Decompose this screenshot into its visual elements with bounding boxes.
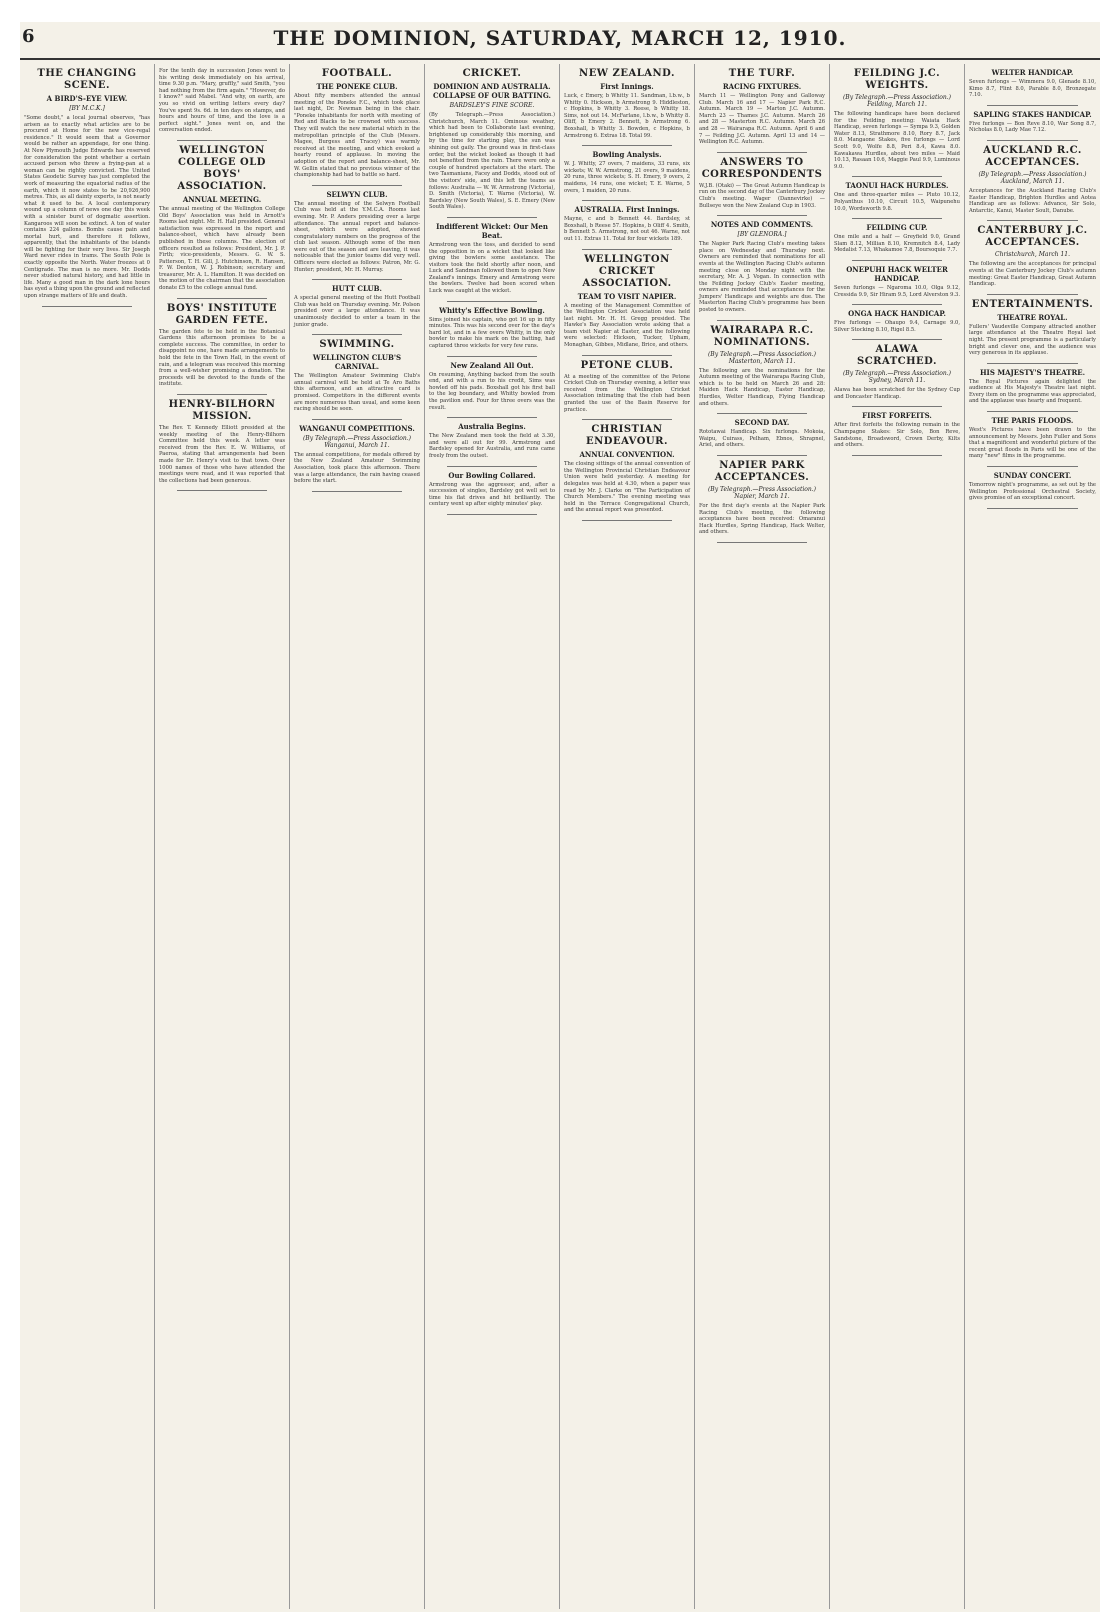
article (969, 471, 1096, 502)
article (564, 150, 690, 194)
section-divider (987, 140, 1078, 141)
article-subheading: THEATRE ROYAL. (997, 312, 1068, 322)
section-divider (987, 105, 1078, 106)
article-subheading: First Innings. (600, 82, 654, 91)
article-byline: Christchurch, March 11. (995, 251, 1070, 259)
article-body: West's Pictures have been drawn to the announcement by Messrs. John Fuller and Sons that a magnificent and wonderful picture of the recent great floods in Paris will be one of the many "new" films in the programme. (969, 427, 1096, 460)
section-divider (582, 249, 672, 250)
column-2 (155, 64, 290, 1609)
article-subheading: WELTER HANDICAP. (991, 68, 1074, 77)
article-body: One and three-quarter miles — Pluto 10.12, Polyanthus 10.10, Circuit 10.5, Waipunehu 10.0, Wordsworth 9.8. (834, 192, 960, 212)
article-subheading: TEAM TO VISIT NAPIER. (577, 291, 677, 301)
section-divider (447, 356, 537, 357)
article-body: Seven furlongs — Ngaroma 10.0, Olga 9.12, Cressida 9.9, Sir Hiram 9.5, Lord Alverston 9.3. (834, 284, 960, 298)
article-body: The Napier Park Racing Club's meeting takes place on Wednesday and Thursday next. Owners are reminded that nominations for all events at the Wellington Racing Club's autumn meeting close on Monday night with the secretary, Mr. A. J. Vogan. In connection with the Feilding Jockey Club's Easter meeting, owners are reminded that acceptances for the Jumpers' Handicaps and weights are due. The Masterton Racing Club's programme has been posted to owners. (699, 241, 825, 314)
article-heading: FEILDING J.C. WEIGHTS. (853, 68, 941, 91)
article-subheading: ANNUAL MEETING. (182, 194, 262, 204)
section-divider (987, 220, 1078, 221)
column-area (20, 64, 1100, 1609)
section-divider (447, 514, 537, 515)
article (969, 416, 1096, 460)
article-subheading: THE PONEKE CLUB. (316, 82, 398, 91)
section-divider (177, 394, 267, 395)
column-3 (290, 64, 425, 1609)
section-divider (177, 140, 267, 141)
article (699, 325, 825, 408)
article (969, 145, 1096, 214)
article-heading: AUCKLAND R.C. ACCEPTANCES. (983, 144, 1082, 168)
article-body: For the tenth day in succession Jones went to his writing desk immediately on his arrival, time 9.30 p.m. "Mary, gruffly," said Smith, "you had nothing from the firm again." "However, do I know?" said Mabel. "And why, on earth, are you so vivid on writing letters every day? You've spent 9s. 6d. in ten days on stamps, and hours and hours of time, and the love is a perfect sight." Jones went on, and the conversation ended. (159, 68, 285, 134)
article-body: Sims joined his captain, who got 16 up in fifty minutes. This was his second over for the day's hard lot, and in a few overs Whitty, in the only bowler to make his mark on the batting, had captured three wickets for very few runs. (429, 316, 555, 350)
article (564, 360, 690, 414)
article (294, 284, 420, 328)
article-subheading: TAONUI HACK HURDLES. (845, 181, 949, 191)
article-body: Luck, c Emery, b Whitty 11. Sandman, l.b.w., b Whitty 0. Hickson, b Armstrong 9. Hiddleston, c Hopkins, b Whitty 3. Reese, b Whitty 18. Sims, not out 14. McFarlane, l.b.w., b Whitty 8. Oliff, b Emery 2. Bennett, b Armstrong 6. Boxshall, b Whitty 3. Bowden, c Hopkins, b Armstrong 6. Extras 18. Total 99. (564, 93, 690, 139)
article (834, 265, 960, 298)
section-divider (582, 145, 672, 146)
section-divider (852, 176, 942, 177)
section-divider (717, 152, 807, 153)
article-body: The New Zealand men took the field at 3.30, and were all out for 99. Armstrong and Bardsley opened for Australia, and runs came freely from the outset. (429, 433, 555, 459)
section-divider (717, 215, 807, 216)
article-byline: [BY M.C.K.] (69, 105, 105, 112)
article (159, 399, 285, 484)
article-subheading: THE PARIS FLOODS. (991, 416, 1074, 426)
article-body: The annual competitions, for medals offered by the New Zealand Amateur Swimming Association, took place this afternoon. There was a large attendance, the rain having ceased before the start. (294, 451, 420, 485)
article (294, 68, 420, 179)
article-subheading: RACING FIXTURES. (722, 82, 802, 91)
article-subheading: ONEPUHI HACK WELTER HANDICAP. (846, 264, 948, 283)
section-divider (582, 355, 672, 356)
masthead (20, 22, 1100, 60)
page-number: 6 (22, 26, 35, 47)
article-subheading: Our Bowling Collared. (448, 470, 536, 480)
section-divider (852, 339, 942, 340)
section-divider (312, 491, 402, 492)
article-heading: FOOTBALL. (321, 68, 393, 79)
article (834, 223, 960, 254)
article (159, 303, 285, 388)
article-heading: CRICKET. (462, 68, 522, 79)
section-divider (852, 455, 942, 456)
column-8 (965, 64, 1100, 1609)
article-body: Five furlongs — Bon Reve 8.10, War Song 8.7, Nicholas 8.0, Lady Mae 7.12. (969, 120, 1096, 134)
article-subheading: HUTT CLUB. (332, 284, 382, 294)
article-body: The Royal Pictures again delighted the audience at His Majesty's Theatre last night. Every item on the programme was appreciated, and the applause was hearty and frequent. (969, 378, 1096, 405)
article-subheading: New Zealand All Out. (450, 360, 534, 370)
article-byline: (By Telegraph.—Press Association.) Wanganui, March 11. (302, 434, 412, 449)
article (564, 254, 690, 349)
article-body: The closing sittings of the annual convention of the Wellington Provincial Christian Endeavour Union were held yesterday. A meeting for delegates was held at 4.30, when a paper was read by Mr. J. Clarke on "The Participation of Church Members." The evening meeting was held in the Terrace Congregational Church, and the annual report was presented. (564, 461, 690, 514)
newspaper-title: THE DOMINION, SATURDAY, MARCH 12, 1910. (273, 26, 847, 50)
article (969, 110, 1096, 134)
section-divider (852, 260, 942, 261)
article (834, 344, 960, 400)
article-body: The Wellington Amateur Swimming Club's annual carnival will be held at Te Aro Baths this afternoon, and an attractive card is promised. Competitors in the different events are more numerous than usual, and some keen racing should be seen. (294, 373, 420, 413)
article (429, 471, 555, 508)
article-subheading: ONGA HACK HANDICAP. (848, 309, 946, 319)
article-body: Mayne, c and b Bennett 44. Bardsley, st Boxshall, b Reese 57. Hopkins, b Oliff 4. Smith, b Bennett 5. Armstrong, not out 46. Warne, not out 11. Extras 11. Total for four wickets 189. (564, 216, 690, 242)
article (564, 424, 690, 514)
section-divider (852, 406, 942, 407)
article (159, 68, 285, 134)
article-subheading: Australia Begins. (458, 422, 526, 432)
column-7 (830, 64, 965, 1609)
article (699, 157, 825, 209)
article-subheading: DOMINION AND AUSTRALIA. COLLAPSE OF OUR BATTING. (433, 82, 551, 100)
article-byline: (By Telegraph.—Press Association.) Auckland, March 11. (978, 170, 1087, 185)
article-heading: WAIRARAPA R.C. NOMINATIONS. (710, 324, 814, 348)
article-body: At a meeting of the committee of the Petone Cricket Club on Thursday evening, a letter was received from the Wellington Cricket Association intimating that the club had been granted the use of the Basin Reserve for practice. (564, 373, 690, 413)
article-body: The annual meeting of the Selwyn Football Club was held at the Y.M.C.A. Rooms last evening. Mr. P. Anders presiding over a large attendance. The annual report and balance-sheet, which were adopted, showed congratulatory numbers on the progress of the club last season. Although some of the men were out of the season and are leaving, it was noticeable that the junior teams did very well. Officers were elected as follows: Patron, Mr. G. Hunter; president, Mr. H. Murray. (294, 200, 420, 273)
article-body: A special general meeting of the Hutt Football Club was held on Thursday evening. Mr. Polson presided over a large attendance. It was unanimously decided to enter a team in the junior grade. (294, 295, 420, 328)
article-body: On resuming, Anything backed from the south end, and with a run to his credit, Sims was howled off his pads. Boxshall got his first ball to the leg boundary, and Whitty bowled from the pavilion end. Four for three overs was the result. (429, 371, 555, 411)
section-divider (852, 304, 942, 305)
section-divider (42, 306, 132, 307)
article-subheading: FIRST FORFEITS. (862, 411, 932, 421)
article-heading: THE CHANGING SCENE. (37, 68, 137, 91)
article-body: March 11 — Wellington Pony and Galloway Club. March 16 and 17 — Napier Park R.C. Autumn. March 19 — Marton J.C. Autumn. March 23 — Thames J.C. Autumn. March 26 and 28 — Masterton R.C. Autumn. March 26 and 28 — Wairarapa R.C. Autumn. April 6 and 7 — Feilding J.C. Autumn. April 13 and 14 — Wellington R.C. Autumn. (699, 93, 825, 146)
article-body: Fullers' Vaudeville Company attracted another large attendance at the Theatre Royal last night. The present programme is a particularly bright and clever one, and the audience was very generous in its applause. (969, 323, 1096, 357)
article-heading: CHRISTIAN ENDEAVOUR. (586, 424, 668, 448)
section-divider (717, 455, 807, 456)
article-body: The following are the nominations for the Autumn meeting of the Wairarapa Racing Club, which is to be held on March 26 and 28: Maiden Hack Handicap, Easter Handicap, Hurdles, Welter Handicap, Flying Handicap and others. (699, 367, 825, 407)
article-subheading: Bowling Analysis. (592, 150, 662, 160)
article-heading: HENRY-BILHORN MISSION. (168, 399, 276, 422)
section-divider (312, 279, 402, 280)
article (159, 145, 285, 292)
section-divider (447, 301, 537, 302)
article (834, 411, 960, 448)
article-body: Armstrong was the aggressor, and, after a succession of singles, Bardsley got well set to time his flat drives and hit brilliantly. The century went up after eighty minutes' play. (429, 481, 555, 508)
article-body: After first forfeits the following remain in the Champagne Stakes: Sir Solo, Bon Reve, Sandstone, Broadsword, Crown Derby, Kilts and others. (834, 422, 960, 449)
section-divider (312, 185, 402, 186)
section-divider (582, 520, 672, 521)
article-heading: ALAWA SCRATCHED. (857, 344, 937, 368)
article-heading: BOYS' INSTITUTE GARDEN FETE. (166, 302, 278, 326)
section-divider (582, 419, 672, 420)
article (294, 339, 420, 413)
article-byline: [BY GLENORA.] (737, 231, 787, 239)
article-heading: THE TURF. (728, 68, 796, 79)
column-4 (425, 64, 560, 1609)
article-body: The garden fete to be held in the Botanical Gardens this afternoon promises to be a complete success. The committee, in order to disappoint no one, have made arrangements to hold the fete in the Town Hall, in the event of rain, and a telegram was received this morning from a well-wisher promising a donation. The proceeds will be devoted to the funds of the institute. (159, 328, 285, 388)
article-byline: (By Telegraph.—Press Association.) Masterton, March 11. (707, 350, 817, 365)
article-subheading: NOTES AND COMMENTS. (710, 220, 814, 230)
article (699, 460, 825, 536)
section-divider (582, 200, 672, 201)
article (294, 190, 420, 274)
section-divider (987, 466, 1078, 467)
section-divider (717, 320, 807, 321)
article-body: The Rev. T. Kennedy Elliott presided at the weekly meeting of the Henry-Bilhorn Committee held this week. A letter was received from the Rev. E. W. Williams, of Paeroa, stating that arrangements had been made for Dr. Henry's visit to that town. Over 1000 names of those who have attended the meetings were read, and it was reported that the collections had been generous. (159, 425, 285, 484)
article (699, 68, 825, 146)
article-subheading: SECOND DAY. (734, 418, 790, 428)
article-body: Five furlongs — Ohaupo 9.4, Carnage 9.0, Silver Stocking 8.10, Rigel 8.5. (834, 320, 960, 333)
section-divider (447, 466, 537, 467)
section-divider (717, 542, 807, 543)
newspaper-page (20, 22, 1100, 1612)
article-body: Rototawai Handicap. Six furlongs. Mokoia, Waipu, Cuirass, Pelham, Ebnos, Shrapnel, Ariel, and others. (699, 429, 825, 449)
article (429, 68, 555, 211)
article-heading: WELLINGTON COLLEGE OLD BOYS' ASSOCIATION. (177, 144, 267, 192)
article (429, 306, 555, 350)
article-heading: CANTERBURY J.C. ACCEPTANCES. (977, 225, 1088, 249)
article-body: Alawa has been scratched for the Sydney Cup and Doncaster Handicap. (834, 387, 960, 400)
article-subheading: FEILDING CUP. (866, 223, 928, 233)
article-subheading: AUSTRALIA. First Innings. (574, 205, 680, 215)
article (969, 368, 1096, 405)
article-byline: (By Telegraph.—Press Association.) Napier, March 11. (707, 486, 817, 500)
article-body: W. J. Whitty, 27 overs, 7 maidens, 33 runs, six wickets; W. W. Armstrong, 21 overs, 9 maidens, 20 runs, three wickets; S. H. Emery, 9 overs, 2 maidens, 14 runs, one wicket; T. E. Warne, 5 overs, 1 maiden, 20 runs. (564, 161, 690, 194)
article (969, 225, 1096, 287)
section-divider (987, 363, 1078, 364)
article (429, 422, 555, 459)
article-body: Armstrong won the toss, and decided to send the opposition in on a wicket that looked like giving the bowlers some assistance. The visitors took the field shortly after noon, and Luck and Sandman followed them to open New Zealand's innings. Emery and Armstrong were the bowlers. Twelve had been scored when Luck was caught at the wicket. (429, 241, 555, 295)
article (24, 68, 150, 300)
article (834, 68, 960, 170)
article-body: The following handicaps have been declared for the Feilding meeting: Waiata Hack Handicap, seven furlongs — Sympa 9.3, Golden Water 8.13, Strathmore 8.10, Rory 8.7, Jack 8.0. Mangaone Stakes, five furlongs — Lord Scott 9.0, Wolfe 8.8, Peri 8.4, Kawa 8.0. Kawakawa Hurdles, about two miles — Maid 10.13, Rasaan 10.6, Maggie Paul 9.9, Luminous 9.0. (834, 111, 960, 170)
article-subheading: Whitty's Effective Bowling. (439, 305, 545, 315)
article-byline: (By Telegraph.—Press Association.) Sydney, March 11. (842, 370, 952, 385)
article-body: For the first day's events at the Napier Park Racing Club's meeting, the following acceptances have been received: Omaranui Hack Hurdles, Spring Handicap, Hack Welter, and others. (699, 503, 825, 536)
section-divider (177, 490, 267, 491)
article-subheading: A BIRD'S-EYE VIEW. (46, 94, 128, 103)
article (969, 299, 1096, 357)
column-5 (560, 64, 695, 1609)
article-body: (By Telegraph.—Press Association.) Christchurch, March 11. Ominous weather, which had been to Collaborate last evening, brightened up considerably this morning, and by the time for starting play, the sun was shining out gaily. The ground was in first-class order, but the wicket looked as though it had not benefited from the rain. There were only a couple of hundred spectators at the start. The two Tasmanians, Facey and Dodds, stood out of the visitors' side, and this left the teams as follows: Australia — W. W. Armstrong (Victoria), D. Smith (Victoria), T. Warne (Victoria), W. Bardsley (New South Wales), S. E. Emery (New South Wales). (429, 112, 555, 211)
article-body: The annual meeting of the Wellington College Old Boys' Association was held in Arnott's Rooms last night. Mr. H. Hall presided. General satisfaction was expressed in the report and balance-sheet, which have already been published in these columns. The election of officers resulted as follows: President, Mr. J. P. Firth; vice-presidents, Messrs. G. W. S. Patterson, T. H. Gill, J. Hutchinson, R. Hansen, F. W. Denton, W. J. Robinson; secretary and treasurer, Mr. A. L. Hamilton. It was decided on the motion of the chairman that the association donate £5 to the college annual fund. (159, 205, 285, 292)
section-divider (852, 218, 942, 219)
column-1 (20, 64, 155, 1609)
article-heading: NAPIER PARK ACCEPTANCES. (714, 460, 810, 483)
article-subheading: WANGANUI COMPETITIONS. (299, 423, 415, 433)
article-heading: WELLINGTON CRICKET ASSOCIATION. (582, 253, 672, 289)
article-subheading: ANNUAL CONVENTION. (579, 450, 675, 460)
article-body: About fifty members attended the annual meeting of the Poneke F.C., which took place last night, Dr. Newman being in the chair. "Poneke inhabitants for north with meeting of Red and Blacks to be crowned with success. They will watch the new material which in the metropolitan principle of the Club (Messrs. Magee, Burgess and Tracey) was warmly received at the meeting, and which evoked a hearty round of applause. In moving the adoption of the report and balance-sheet, Mr. W. Gellin stated that no previous winner of the championship had had to battle so hard. (294, 93, 420, 179)
article (429, 361, 555, 412)
article-subheading: HIS MAJESTY'S THEATRE. (979, 367, 1086, 377)
article (429, 222, 555, 295)
article-subheading: SUNDAY CONCERT. (993, 471, 1072, 481)
article-body: A meeting of the Management Committee of the Wellington Cricket Association was held last night. Mr. H. H. Gregg presided. The Hawke's Bay Association wrote asking that a team visit Napier at Easter, and the following were selected: Hickson, Tucker, Upham, Monaghan, Gibbes, Midlane, Brice, and others. (564, 302, 690, 349)
article (699, 220, 825, 314)
column-6 (695, 64, 830, 1609)
article-body: Seven furlongs — Wimmera 9.0, Glenade 8.10, Kimo 8.7, Flint 8.0, Parable 8.0, Bronzegate 7.10. (969, 79, 1096, 99)
section-divider (447, 217, 537, 218)
article (564, 68, 690, 139)
article (969, 68, 1096, 99)
section-divider (312, 419, 402, 420)
article-subheading: WELLINGTON CLUB'S CARNIVAL. (312, 353, 402, 372)
article (834, 181, 960, 212)
article (564, 205, 690, 242)
section-divider (447, 417, 537, 418)
article (699, 418, 825, 449)
article-body: "Some doubt," a local journal observes, "has arisen as to exactly what articles are to be procured at Home for the new vice-regal residence." It would seem that a Governor would be rather an appendage, for one thing. At New Plymouth Judge Edwards has reserved for consideration the point whether a certain accused person who threw a frying-pan at a woman can be rightly convicted. The United States Geodetic Survey has just completed the work of measuring the equatorial radius of the earth, which it now states to be 20,926,900 metres. This, as all dainty experts, is not nearly what it used to be. A local contemporary wound up a column of news one day this week with a sinister burst of dogmatic assertion. Kangaroos will soon be extinct. A ton of water contains 224 gallons. Bombs cause pain and mortal hurt, and therefore it follows, apparently, that the inhabitants of the islands will be fighting for their very lives. Sir Joseph Ward never rides in trams. The South Pole is exactly opposite the North. Water freezes at 0 Centigrade. The man is no more. Mr. Dodds never studied natural history, and had little in life. Many a good man in the dark lone hours has eyed a thing upon the ground and reflected upon strange matters of life and death. (24, 115, 150, 300)
section-divider (312, 334, 402, 335)
article-body: The following are the acceptances for principal events at the Canterbury Jockey Club's autumn meeting: Great Easter Handicap, Great Autumn Handicap. (969, 261, 1096, 288)
article-heading: PETONE CLUB. (580, 359, 674, 371)
section-divider (177, 298, 267, 299)
section-divider (987, 508, 1078, 509)
article-subheading: SAPLING STAKES HANDICAP. (973, 109, 1092, 119)
article-heading: NEW ZEALAND. (579, 68, 675, 79)
article-subheading: SELWYN CLUB. (326, 189, 388, 199)
article-subheading: Indifferent Wicket: Our Men Beat. (436, 221, 548, 240)
article-body: One mile and a half — Greyfield 9.0, Grand Slam 8.12, Millian 8.10, Kremnitch 8.4, Lady Medalist 7.13, Whakamoe 7.8, Boursoquie 7.7. (834, 234, 960, 254)
article (834, 309, 960, 333)
section-divider (987, 411, 1078, 412)
section-divider (717, 413, 807, 414)
article-heading: ANSWERS TO CORRESPONDENTS (701, 156, 823, 180)
article-byline: BARDSLEY'S FINE SCORE. (449, 102, 535, 109)
article-heading: SWIMMING. (319, 339, 395, 351)
article-body: W.J.B. (Otaki) — The Great Autumn Handicap is run on the second day of the Canterbury Jockey Club's meeting. Wager (Dannevirke) — Bullseye won the New Zealand Cup in 1903. (699, 182, 825, 209)
article (294, 424, 420, 485)
article-byline: (By Telegraph.—Press Association.) Feilding, March 11. (842, 94, 952, 108)
article-body: Tomorrow night's programme, as set out by the Wellington Professional Orchestral Society, gives promise of an exceptional concert. (969, 482, 1096, 502)
section-divider (987, 294, 1078, 295)
article-heading: ENTERTAINMENTS. (971, 298, 1094, 310)
article-body: Acceptances for the Auckland Racing Club's Easter Handicap, Brighton Hurdles and Aotea Handicap are as follows: Advance, Sir Solo, Antarctic, Kanui, Master Soult, Danube. (969, 187, 1096, 214)
